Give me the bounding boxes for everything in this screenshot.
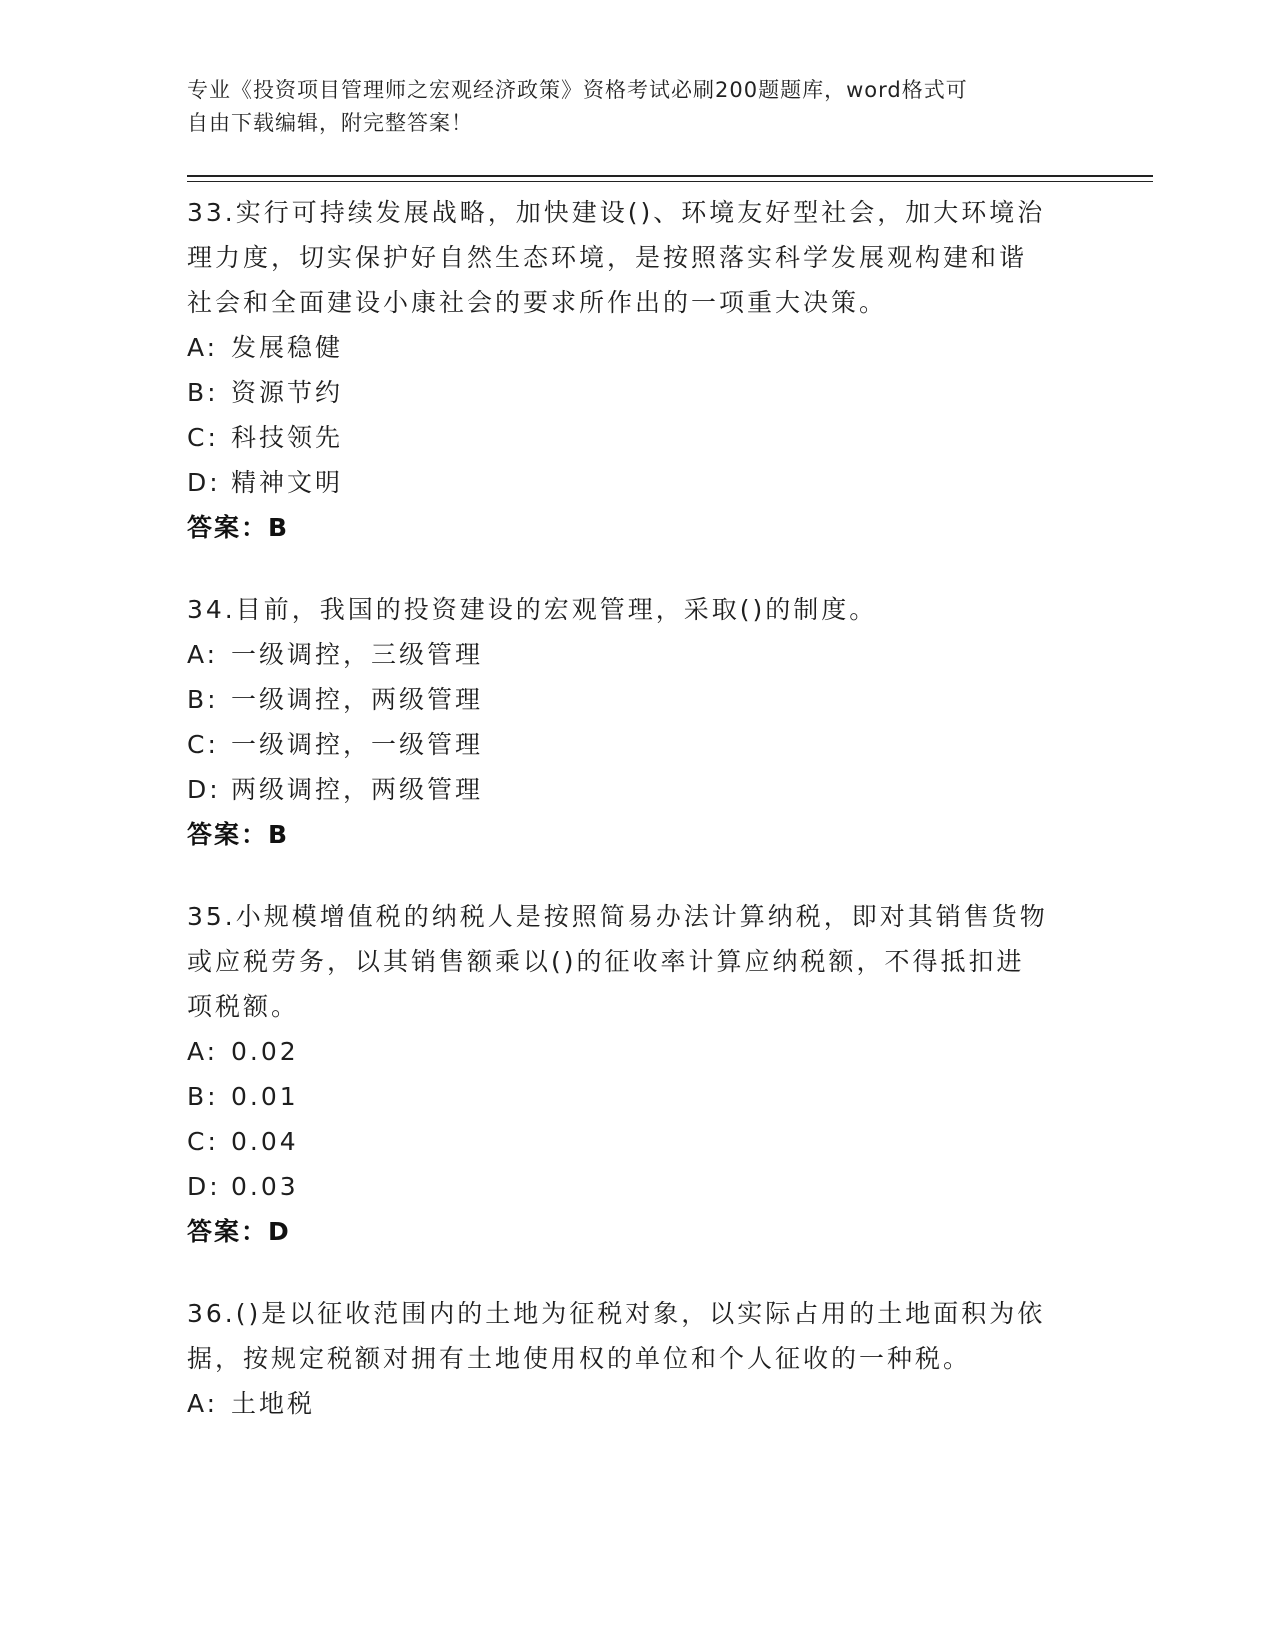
option-text: 0.03 xyxy=(231,1172,299,1201)
answer-option xyxy=(187,370,1077,415)
option-key: A: xyxy=(187,333,219,362)
answer-option xyxy=(187,325,1077,370)
question-stem-line: 项税额。 xyxy=(187,992,300,1021)
header-line-1: 专业《投资项目管理师之宏观经济政策》资格考试必刷200题题库，word格式可 xyxy=(187,78,968,102)
header-divider-thin xyxy=(187,181,1153,182)
option-text: 一级调控，三级管理 xyxy=(231,640,484,669)
option-text: 0.04 xyxy=(231,1127,299,1156)
answer-option xyxy=(187,415,1077,460)
answer-option xyxy=(187,1164,1077,1209)
question-stem-line: 社会和全面建设小康社会的要求所作出的一项重大决策。 xyxy=(187,288,888,317)
question-block xyxy=(187,894,1077,1254)
answer-option xyxy=(187,632,1077,677)
question-stem-line: 理力度，切实保护好自然生态环境，是按照落实科学发展观构建和谐 xyxy=(187,243,1028,272)
option-text: 两级调控，两级管理 xyxy=(231,775,484,804)
answer-option xyxy=(187,722,1077,767)
option-key: A: xyxy=(187,1389,219,1418)
option-key: A: xyxy=(187,640,219,669)
option-key: C: xyxy=(187,1127,219,1156)
answer-option xyxy=(187,1119,1077,1164)
option-text: 土地税 xyxy=(231,1389,316,1418)
answer-option xyxy=(187,1381,1077,1426)
option-text: 0.01 xyxy=(231,1082,299,1111)
question-stem-line: 35.小规模增值税的纳税人是按照简易办法计算纳税，即对其销售货物 xyxy=(187,902,1048,931)
question-list xyxy=(187,190,1077,1463)
question-stem-line: 或应税劳务，以其销售额乘以()的征收率计算应纳税额，不得抵扣进 xyxy=(187,947,1025,976)
answer-option xyxy=(187,1074,1077,1119)
header-divider-thick xyxy=(187,175,1153,177)
question-block xyxy=(187,190,1077,550)
header-line-2: 自由下载编辑，附完整答案！ xyxy=(187,111,473,135)
answer-option xyxy=(187,460,1077,505)
question-block xyxy=(187,587,1077,857)
document-header xyxy=(187,74,1087,140)
answer-option xyxy=(187,1029,1077,1074)
answer-option xyxy=(187,677,1077,722)
option-key: D: xyxy=(187,468,221,497)
option-text: 一级调控，两级管理 xyxy=(231,685,484,714)
question-stem-line: 33.实行可持续发展战略，加快建设()、环境友好型社会，加大环境治 xyxy=(187,198,1046,227)
option-text: 科技领先 xyxy=(231,423,344,452)
answer-key: 答案：B xyxy=(187,820,290,849)
question-stem-line: 据，按规定税额对拥有土地使用权的单位和个人征收的一种税。 xyxy=(187,1344,972,1373)
answer-option xyxy=(187,767,1077,812)
option-text: 0.02 xyxy=(231,1037,299,1066)
answer-key: 答案：B xyxy=(187,513,290,542)
answer-key: 答案：D xyxy=(187,1217,291,1246)
option-text: 一级调控，一级管理 xyxy=(231,730,484,759)
option-key: B: xyxy=(187,378,219,407)
option-key: A: xyxy=(187,1037,219,1066)
option-key: C: xyxy=(187,730,219,759)
option-key: B: xyxy=(187,1082,219,1111)
question-stem-line: 36.()是以征收范围内的土地为征税对象，以实际占用的土地面积为依 xyxy=(187,1299,1046,1328)
question-block xyxy=(187,1291,1077,1426)
option-text: 发展稳健 xyxy=(231,333,344,362)
question-stem-line: 34.目前，我国的投资建设的宏观管理，采取()的制度。 xyxy=(187,595,878,624)
option-text: 精神文明 xyxy=(231,468,344,497)
option-key: C: xyxy=(187,423,219,452)
option-key: B: xyxy=(187,685,219,714)
option-text: 资源节约 xyxy=(231,378,344,407)
option-key: D: xyxy=(187,1172,221,1201)
option-key: D: xyxy=(187,775,221,804)
